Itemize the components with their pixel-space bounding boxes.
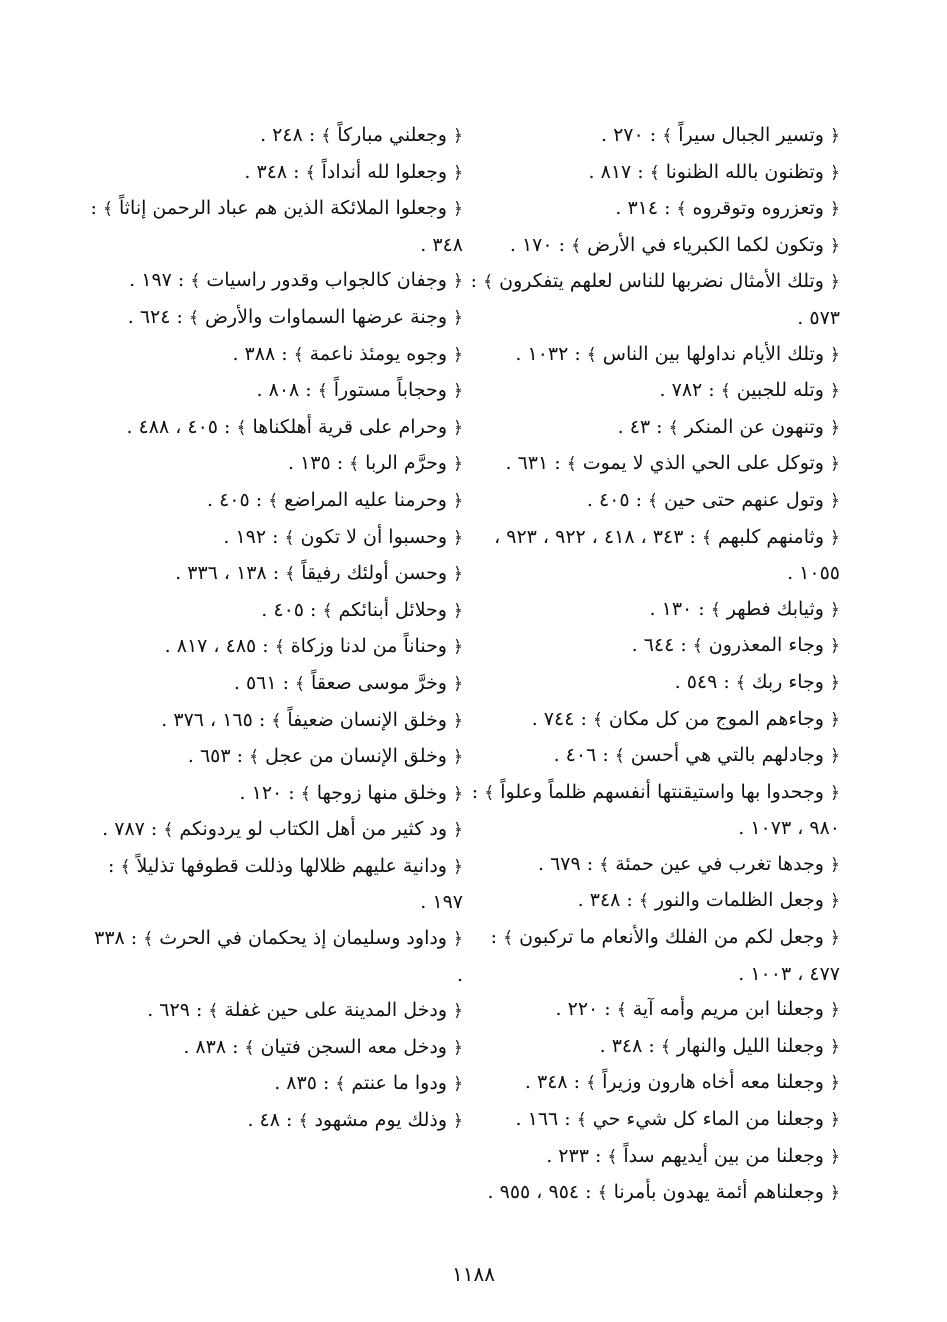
verse-text: وجعلنا ابن مريم وأمه آية: [626, 998, 831, 1021]
verse-text: وحناناً من لدنا وزكاة: [284, 635, 454, 658]
brace-close: ﴾: [483, 272, 494, 293]
page-refs: : ٣٤٨ .: [90, 197, 463, 256]
verse-text: ودخل المدينة على حين غفلة: [218, 999, 454, 1022]
brace-open: ﴿: [830, 1000, 840, 1021]
verse-text: وجحدوا بها واستيقنتها أنفسهم ظلماً وعلواً: [494, 780, 831, 803]
page-refs: : ٨٣٨ .: [183, 1035, 245, 1058]
brace-close: ﴾: [285, 564, 296, 585]
brace-open: ﴿: [453, 710, 463, 731]
index-entry: [460, 373, 840, 410]
brace-open: ﴿: [830, 527, 840, 548]
verse-text: وجعلني مباركاً: [331, 124, 454, 146]
brace-open: ﴿: [453, 271, 463, 292]
index-entry: [460, 665, 840, 702]
brace-open: ﴿: [453, 1037, 463, 1058]
brace-open: ﴿: [830, 272, 840, 293]
brace-close: ﴾: [298, 1111, 309, 1132]
brace-close: ﴾: [592, 709, 603, 730]
brace-open: ﴿: [830, 854, 840, 875]
page-refs: : ٤٠٥ .: [586, 488, 649, 511]
brace-open: ﴿: [453, 564, 463, 585]
brace-close: ﴾: [660, 1036, 671, 1057]
verse-text: وتوكل على الحي الذي لا يموت: [576, 452, 831, 475]
brace-open: ﴿: [830, 636, 840, 657]
verse-text: ودخل معه السجن فتيان: [254, 1035, 454, 1058]
brace-close: ﴾: [616, 1000, 627, 1021]
verse-text: وحلائل أبنائكم: [332, 598, 454, 621]
index-entry: [83, 776, 463, 813]
brace-close: ﴾: [586, 1073, 597, 1094]
page-refs: : ٢٣٣ .: [546, 1144, 608, 1167]
verse-text: وحسبوا أن لا تكون: [294, 525, 454, 548]
verse-text: وخلق منها زوجها: [310, 781, 454, 804]
verse-text: وخرَّ موسى صعقاً: [305, 671, 454, 694]
brace-open: ﴿: [453, 162, 463, 183]
index-column-left: [83, 118, 463, 1140]
page-refs: : ٣٤٨ .: [599, 1034, 661, 1057]
page-refs: : ٣٤٨ .: [524, 1071, 587, 1094]
index-entry: [460, 410, 840, 447]
verse-text: وجعلنا من الماء كل شيء حي: [586, 1108, 831, 1131]
brace-close: ﴾: [586, 344, 597, 365]
page-refs: : ١٩٢ .: [223, 525, 285, 548]
index-entry: [460, 1065, 840, 1102]
index-entry: [83, 1066, 463, 1103]
page-refs: : ٨١٧ .: [588, 160, 650, 183]
index-entry: [460, 155, 840, 192]
brace-open: ﴿: [453, 307, 463, 328]
index-entry: [83, 446, 463, 483]
brace-open: ﴿: [830, 454, 840, 475]
page-refs: : ٣٤٨ .: [244, 160, 306, 183]
brace-close: ﴾: [143, 929, 154, 950]
verse-text: وتلك الأمثال نضربها للناس لعلهم يتفكرون: [493, 270, 831, 293]
brace-open: ﴿: [830, 599, 840, 620]
index-entry: [460, 520, 840, 592]
brace-open: ﴿: [453, 126, 463, 146]
page-refs: : ٥٦١ .: [233, 671, 296, 694]
index-entry: [83, 1103, 463, 1140]
verse-text: وجنة عرضها السماوات والأرض: [198, 305, 454, 328]
brace-close: ﴾: [692, 636, 703, 657]
brace-close: ﴾: [720, 381, 731, 402]
index-entry: [460, 337, 840, 374]
verse-text: وجعل الظلمات والنور: [648, 889, 831, 912]
page-refs: : ٧٨٢ .: [659, 379, 721, 402]
brace-close: ﴾: [668, 417, 679, 438]
index-entry: [83, 263, 463, 300]
brace-close: ﴾: [607, 1146, 618, 1167]
brace-close: ﴾: [662, 126, 673, 146]
brace-open: ﴿: [453, 1074, 463, 1095]
verse-text: وجعلنا الليل والنهار: [670, 1034, 831, 1057]
brace-close: ﴾: [300, 783, 311, 804]
page-refs: : ٢٧٠ .: [600, 124, 663, 146]
brace-close: ﴾: [503, 928, 514, 949]
index-entry: [460, 446, 840, 483]
index-entry: [460, 228, 840, 265]
index-entry: [460, 1175, 840, 1212]
verse-text: وخلق الإنسان من عجل: [259, 745, 454, 768]
page-refs: : ١٢٠ .: [239, 781, 301, 804]
brace-open: ﴿: [830, 782, 840, 803]
brace-open: ﴿: [453, 637, 463, 658]
brace-close: ﴾: [701, 527, 712, 548]
brace-open: ﴿: [830, 490, 840, 511]
brace-close: ﴾: [284, 527, 295, 548]
brace-close: ﴾: [484, 782, 495, 803]
brace-close: ﴾: [274, 637, 285, 658]
page-refs: : ١٣٠ .: [649, 597, 711, 620]
page-refs: : ٥٤٩ .: [674, 670, 736, 693]
index-entry: [460, 738, 840, 775]
page-refs: : ١٦٥ ، ٣٧٦ .: [161, 708, 272, 731]
verse-text: وحرام على قرية أهلكناها: [246, 415, 454, 438]
index-entry: [83, 337, 463, 374]
brace-open: ﴿: [453, 783, 463, 804]
index-entry: [83, 629, 463, 666]
verse-text: وجاءهم الموج من كل مكان: [602, 707, 831, 730]
page-refs: : ١٠٣٢ .: [515, 342, 587, 365]
index-entry: [460, 1139, 840, 1176]
brace-close: ﴾: [188, 307, 199, 328]
verse-text: وجعلناهم أئمة يهدون بأمرنا: [607, 1181, 831, 1204]
brace-close: ﴾: [638, 891, 649, 912]
brace-open: ﴿: [453, 600, 463, 621]
brace-open: ﴿: [453, 673, 463, 694]
index-entry: [83, 703, 463, 740]
verse-text: وخلق الإنسان ضعيفاً: [281, 708, 454, 731]
index-entry: [83, 593, 463, 630]
brace-open: ﴿: [453, 454, 463, 475]
index-entry: [460, 775, 840, 847]
brace-close: ﴾: [295, 673, 306, 694]
verse-text: وثامنهم كلبهم: [711, 525, 831, 548]
page-refs: : ١٣٨ ، ٣٣٦ .: [175, 562, 286, 585]
brace-open: ﴿: [830, 1110, 840, 1131]
index-entry: [83, 849, 463, 921]
index-entry: [83, 410, 463, 447]
index-entry: [83, 1030, 463, 1067]
index-entry: [460, 920, 840, 992]
index-entry: [83, 520, 463, 557]
brace-open: ﴿: [830, 709, 840, 730]
index-entry: [460, 883, 840, 920]
brace-open: ﴿: [830, 1183, 840, 1204]
verse-text: وتنهون عن المنكر: [678, 415, 831, 438]
brace-close: ﴾: [268, 490, 279, 511]
page-refs: : ٤٧٧ ، ١٠٠٣ .: [490, 926, 840, 985]
verse-text: وثيابك فطهر: [720, 597, 831, 620]
brace-open: ﴿: [830, 199, 840, 220]
index-entry: [460, 1102, 840, 1139]
page-refs: : ٣٤٨ .: [577, 889, 639, 912]
brace-close: ﴾: [249, 747, 260, 768]
page-refs: : ٧٨٧ .: [102, 818, 164, 841]
brace-close: ﴾: [102, 199, 113, 220]
brace-close: ﴾: [236, 417, 247, 438]
brace-close: ﴾: [271, 710, 282, 731]
page-refs: : ١٧٠ .: [509, 233, 572, 256]
page-refs: : ٢٢٠ .: [555, 998, 617, 1021]
verse-text: وتكون لكما الكبرياء في الأرض: [581, 233, 831, 256]
brace-open: ﴿: [830, 928, 840, 949]
brace-close: ﴾: [599, 854, 610, 875]
verse-text: وداود وسليمان إذ يحكمان في الحرث: [153, 927, 454, 950]
page-refs: : ٣١٤ .: [615, 197, 677, 220]
brace-close: ﴾: [349, 454, 360, 475]
index-entry: [460, 483, 840, 520]
index-entry: [83, 666, 463, 703]
page-refs: : ٥٧٣ .: [470, 270, 840, 329]
brace-close: ﴾: [649, 162, 660, 183]
verse-text: وذلك يوم مشهود: [308, 1109, 454, 1132]
brace-close: ﴾: [322, 600, 333, 621]
page-refs: : ١٩٧ .: [108, 854, 463, 914]
page-refs: : ٦٤٤ .: [631, 634, 693, 657]
index-entry: [83, 118, 463, 155]
brace-close: ﴾: [571, 235, 582, 256]
verse-text: وجوه يومئذ ناعمة: [303, 342, 454, 365]
verse-text: وجعل لكم من الفلك والأنعام ما تركبون: [513, 926, 831, 949]
page-refs: : ٤٠٥ .: [206, 488, 269, 511]
index-entry: [460, 118, 840, 155]
brace-open: ﴿: [830, 344, 840, 365]
brace-close: ﴾: [305, 162, 316, 183]
brace-open: ﴿: [453, 1001, 463, 1022]
page-refs: : ٩٥٤ ، ٩٥٥ .: [487, 1181, 598, 1204]
verse-text: ودوا ما عنتم: [345, 1072, 454, 1095]
brace-open: ﴿: [453, 1111, 463, 1132]
brace-open: ﴿: [830, 235, 840, 256]
brace-open: ﴿: [453, 747, 463, 768]
verse-text: وحجاباً مستوراً: [327, 379, 454, 402]
page-refs: : ٦٧٩ .: [537, 852, 600, 875]
index-entry: [460, 592, 840, 629]
brace-open: ﴿: [453, 820, 463, 841]
verse-text: وتظنون بالله الظنونا: [659, 160, 831, 183]
brace-open: ﴿: [453, 344, 463, 365]
index-entry: [83, 739, 463, 776]
brace-close: ﴾: [676, 199, 687, 220]
page-refs: : ٨٠٨ .: [256, 379, 318, 402]
index-entry: [460, 191, 840, 228]
verse-text: وجاء ربك: [745, 670, 831, 693]
verse-text: وتعزروه وتوقروه: [686, 197, 831, 220]
page-number: ١١٨٨: [452, 1262, 495, 1286]
verse-text: وتله للجبين: [730, 379, 831, 402]
page-refs: : ٤٠٥ ، ٤٨٨ .: [126, 415, 237, 438]
index-entry: [83, 373, 463, 410]
brace-close: ﴾: [293, 344, 304, 365]
verse-text: وجعلنا من بين أيديهم سداً: [617, 1144, 831, 1167]
index-entry: [460, 992, 840, 1029]
verse-text: وحرَّم الربا: [359, 452, 454, 475]
brace-open: ﴿: [830, 1146, 840, 1167]
index-entry: [83, 155, 463, 192]
brace-open: ﴿: [830, 1036, 840, 1057]
verse-text: وتسير الجبال سيراً: [672, 124, 831, 146]
verse-text: وجدها تغرب في عين حمئة: [609, 852, 831, 875]
page-refs: : ٤٠٦ .: [553, 744, 615, 767]
brace-open: ﴿: [453, 417, 463, 438]
index-entry: [460, 1029, 840, 1066]
page-refs: : ٩٨٠ ، ١٠٧٣ .: [471, 780, 840, 840]
brace-close: ﴾: [614, 746, 625, 767]
index-entry: [460, 702, 840, 739]
verse-text: ودانية عليهم ظلالها وذللت قطوفها تذليلاً: [130, 854, 454, 877]
brace-open: ﴿: [453, 490, 463, 511]
brace-open: ﴿: [453, 199, 463, 220]
brace-open: ﴿: [830, 162, 840, 183]
page-refs: : ١٦٦ .: [515, 1108, 577, 1131]
brace-close: ﴾: [335, 1074, 346, 1095]
index-entry: [83, 993, 463, 1030]
brace-close: ﴾: [735, 672, 746, 693]
brace-close: ﴾: [317, 381, 328, 402]
brace-open: ﴿: [453, 381, 463, 402]
index-entry: [83, 812, 463, 849]
page-refs: : ٧٤٤ .: [531, 707, 593, 730]
brace-close: ﴾: [710, 599, 721, 620]
brace-open: ﴿: [453, 929, 463, 950]
page-refs: : ٤٨٥ ، ٨١٧ .: [164, 635, 275, 658]
verse-text: وجادلهم بالتي هي أحسن: [624, 744, 831, 767]
page-refs: : ٦٢٩ .: [147, 999, 209, 1022]
brace-close: ﴾: [190, 271, 201, 292]
verse-text: وحرمنا عليه المراضع: [278, 488, 454, 511]
brace-open: ﴿: [830, 126, 840, 146]
brace-close: ﴾: [648, 490, 659, 511]
page-refs: : ٨٣٥ .: [274, 1072, 336, 1095]
verse-text: وجاء المعذرون: [702, 634, 831, 657]
index-entry: [460, 628, 840, 665]
brace-close: ﴾: [208, 1001, 219, 1022]
page-refs: : ٦٥٣ .: [187, 745, 250, 768]
brace-close: ﴾: [576, 1110, 587, 1131]
brace-open: ﴿: [453, 527, 463, 548]
page-refs: : ٣٣٨ .: [94, 927, 463, 986]
page-refs: : ١٣٥ .: [287, 452, 350, 475]
index-column-right: [460, 118, 840, 1212]
page-refs: : ٣٨٨ .: [232, 342, 294, 365]
page-refs: : ٤٨ .: [247, 1109, 299, 1132]
verse-text: وجعلوا لله أنداداً: [315, 160, 454, 183]
page-refs: : ٤٣ .: [617, 415, 669, 438]
brace-open: ﴿: [830, 672, 840, 693]
index-entry: [83, 921, 463, 993]
page-refs: : ٣٤٣ ، ٤١٨ ، ٩٢٢ ، ٩٢٣ ، ١٠٥٥ .: [494, 525, 840, 585]
brace-close: ﴾: [566, 454, 577, 475]
page-refs: : ٦٣١ .: [505, 452, 567, 475]
brace-close: ﴾: [597, 1183, 608, 1204]
index-entry: [460, 847, 840, 884]
page-refs: : ١٩٧ .: [129, 269, 191, 292]
brace-open: ﴿: [830, 746, 840, 767]
brace-open: ﴿: [830, 381, 840, 402]
brace-close: ﴾: [244, 1037, 255, 1058]
index-entry: [83, 191, 463, 263]
index-entry: [83, 556, 463, 593]
brace-close: ﴾: [163, 820, 174, 841]
verse-text: وجفان كالجواب وقدور راسيات: [200, 269, 454, 292]
page-refs: : ٦٢٤ .: [127, 305, 189, 328]
verse-text: وجعلنا معه أخاه هارون وزيراً: [596, 1071, 831, 1094]
brace-open: ﴿: [830, 1073, 840, 1094]
brace-open: ﴿: [830, 417, 840, 438]
verse-text: وحسن أولئك رفيقاً: [295, 562, 454, 585]
verse-text: وتلك الأيام نداولها بين الناس: [596, 342, 831, 365]
page-refs: : ٢٤٨ .: [260, 124, 322, 146]
index-entry: [83, 300, 463, 337]
brace-close: ﴾: [120, 856, 131, 877]
index-entry: [83, 483, 463, 520]
verse-text: وجعلوا الملائكة الذين هم عباد الرحمن إناثاً: [112, 197, 454, 220]
verse-text: ود كثير من أهل الكتاب لو يردونكم: [173, 818, 454, 841]
verse-text: وتول عنهم حتى حين: [658, 488, 831, 511]
index-entry: [460, 264, 840, 336]
page-refs: : ٤٠٥ .: [261, 598, 323, 621]
brace-open: ﴿: [453, 856, 463, 877]
brace-close: ﴾: [321, 126, 332, 146]
brace-open: ﴿: [830, 891, 840, 912]
